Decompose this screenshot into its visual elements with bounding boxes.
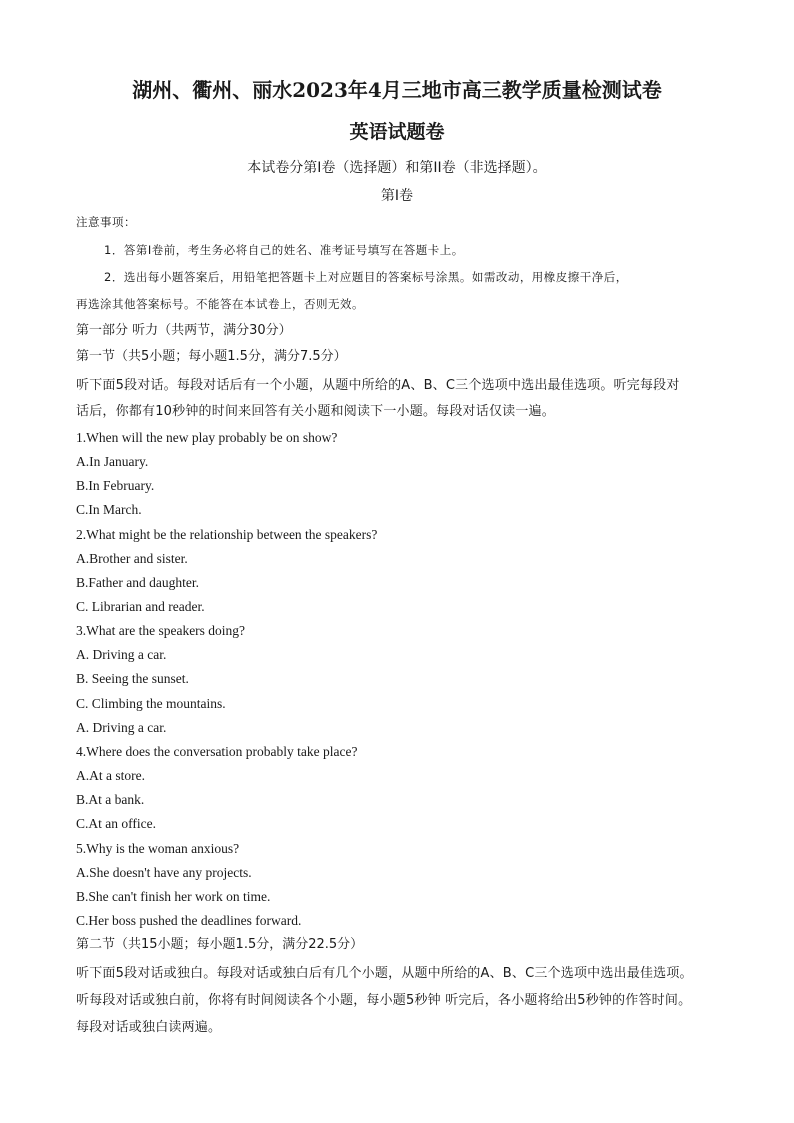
question-5-option-b: B.She can't finish her work on time. — [76, 889, 271, 904]
question-3-stem: 3.What are the speakers doing? — [76, 623, 246, 638]
section-2-instructions-continued: 听每段对话或独白前，你将有时间阅读各个小题，每小题5秒钟 听完后，各小题将给出5秒钟的作答时间。 — [76, 993, 692, 1008]
notice-item-2-continued: 再选涂其他答案标号。不能答在本试卷上，否则无效。 — [76, 297, 364, 311]
question-2-stem: 2.What might be the relationship between the speakers? — [76, 527, 378, 542]
section-2-instructions-end: 每段对话或独白读两遍。 — [76, 1020, 222, 1035]
question-3-option-b: B. Seeing the sunset. — [76, 671, 189, 686]
section-1-instructions: 听下面5段对话。每段对话后有一个小题，从题中所给的A、B、C三个选项中选出最佳选项。听完每段对 — [76, 378, 680, 393]
question-2-option-c: C. Librarian and reader. — [76, 599, 205, 614]
question-1-option-c: C.In March. — [76, 502, 142, 517]
question-1-option-b: B.In February. — [76, 478, 155, 493]
exam-intro: 本试卷分第Ⅰ卷（选择题）和第II卷（非选择题）。 — [247, 160, 547, 176]
question-4-stem: 4.Where does the conversation probably take place? — [76, 744, 358, 759]
question-5-option-a: A.She doesn't have any projects. — [76, 865, 252, 880]
question-4-option-a: A.At a store. — [76, 768, 145, 783]
notice-item-1: 1．答第Ⅰ卷前，考生务必将自己的姓名、准考证号填写在答题卡上。 — [104, 243, 464, 257]
notice-item-2: 2．选出每小题答案后，用铅笔把答题卡上对应题目的答案标号涂黑。如需改动，用橡皮擦干净后， — [104, 270, 628, 284]
question-2-option-a: A.Brother and sister. — [76, 551, 188, 566]
notice-heading: 注意事项： — [76, 215, 136, 229]
section-2-heading: 第二节（共15小题；每小题1.5分，满分22.5分） — [76, 937, 364, 952]
part-1-heading: 第一部分 听力（共两节，满分30分） — [76, 323, 292, 338]
question-4-option-c: C.At an office. — [76, 816, 156, 831]
question-3-option-a-repeat: A. Driving a car. — [76, 720, 167, 735]
exam-subtitle: 英语试题卷 — [349, 121, 445, 143]
question-5-stem: 5.Why is the woman anxious? — [76, 841, 240, 856]
question-3-option-c: C. Climbing the mountains. — [76, 696, 226, 711]
question-1-stem: 1.When will the new play probably be on show? — [76, 430, 338, 445]
question-1-option-a: A.In January. — [76, 454, 149, 469]
exam-title: 湖州、衢州、丽水2023年4月三地市高三教学质量检测试卷 — [132, 78, 662, 102]
section-1-heading: 第一节（共5小题；每小题1.5分，满分7.5分） — [76, 349, 347, 364]
question-4-option-b: B.At a bank. — [76, 792, 145, 807]
question-5-option-c: C.Her boss pushed the deadlines forward. — [76, 913, 302, 928]
question-2-option-b: B.Father and daughter. — [76, 575, 199, 590]
section-2-instructions: 听下面5段对话或独白。每段对话或独白后有几个小题，从题中所给的A、B、C三个选项中选出最佳选项。 — [76, 966, 693, 981]
volume-label: 第Ⅰ卷 — [380, 188, 414, 204]
section-1-instructions-continued: 话后，你都有10秒钟的时间来回答有关小题和阅读下一小题。每段对话仅读一遍。 — [76, 404, 555, 419]
question-3-option-a: A. Driving a car. — [76, 647, 167, 662]
